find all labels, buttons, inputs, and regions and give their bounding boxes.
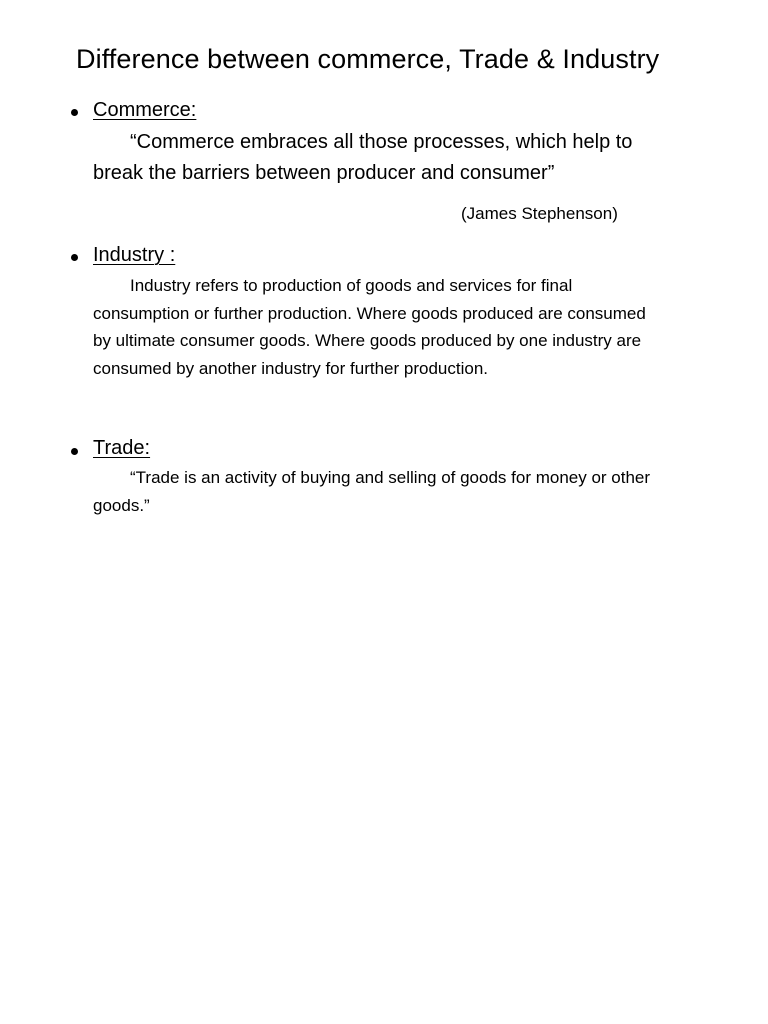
section-text-industry: [93, 272, 646, 382]
section-heading-commerce: Commerce:: [93, 99, 197, 121]
text-line: Industry refers to production of goods and services for final: [130, 276, 573, 295]
text-line: consumption or further production. Where goods produced are consumed: [93, 303, 646, 323]
quote-attribution: (James Stephenson): [461, 204, 618, 223]
text-line: “Commerce embraces all those processes, which help to: [130, 131, 633, 153]
section-text-trade: [93, 464, 650, 519]
text-line: “Trade is an activity of buying and selling of goods for money or other: [130, 468, 651, 487]
section-heading-trade: Trade:: [93, 437, 151, 459]
page-title: Difference between commerce, Trade & Industry: [76, 44, 660, 74]
text-line: break the barriers between producer and consumer”: [93, 162, 555, 184]
text-line: consumed by another industry for further production.: [93, 358, 488, 378]
text-line: goods.”: [93, 495, 150, 515]
section-text-commerce: [93, 127, 632, 189]
bullet-icon: [71, 448, 78, 455]
text-line: by ultimate consumer goods. Where goods produced by one industry are: [93, 331, 642, 350]
section-heading-industry: Industry :: [93, 244, 176, 266]
bullet-icon: [71, 109, 78, 116]
bullet-icon: [71, 254, 78, 261]
